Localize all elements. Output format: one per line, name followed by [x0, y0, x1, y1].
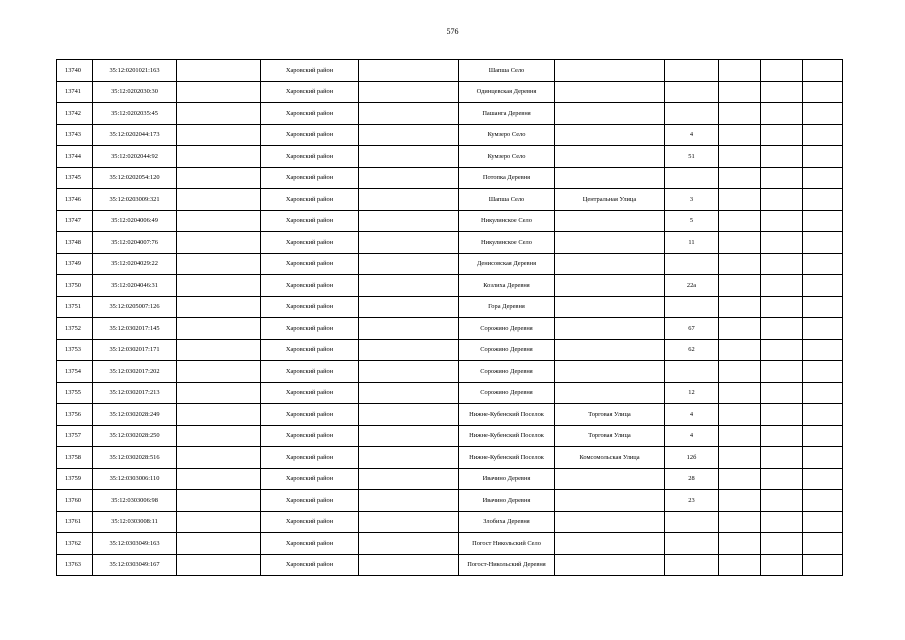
- cell-house-number: [665, 296, 719, 318]
- cell-empty-3: [177, 511, 261, 533]
- cell-empty-5: [359, 296, 459, 318]
- cell-empty-11: [803, 554, 843, 576]
- cell-empty-11: [803, 253, 843, 275]
- cell-empty-3: [177, 167, 261, 189]
- cell-row-id: 13744: [57, 146, 93, 168]
- cell-locality: Одинцевская Деревня: [459, 81, 555, 103]
- cell-row-id: 13759: [57, 468, 93, 490]
- table-row: [57, 468, 843, 490]
- cell-empty-3: [177, 210, 261, 232]
- table-row: [57, 232, 843, 254]
- cell-street: [555, 468, 665, 490]
- page-number: 576: [446, 27, 459, 36]
- cell-district: Харовский район: [261, 146, 359, 168]
- cell-cadastral-number: 35:12:0302017:213: [93, 382, 177, 404]
- cell-cadastral-number: 35:12:0302017:145: [93, 318, 177, 340]
- cell-empty-5: [359, 124, 459, 146]
- cell-house-number: 12: [665, 382, 719, 404]
- cell-house-number: 12б: [665, 447, 719, 469]
- cell-empty-10: [761, 425, 803, 447]
- cell-empty-3: [177, 468, 261, 490]
- table-row: [57, 167, 843, 189]
- cell-row-id: 13745: [57, 167, 93, 189]
- cell-empty-5: [359, 361, 459, 383]
- cell-empty-5: [359, 339, 459, 361]
- table-row: [57, 425, 843, 447]
- cell-street: [555, 81, 665, 103]
- cell-house-number: 11: [665, 232, 719, 254]
- cell-empty-9: [719, 404, 761, 426]
- cell-district: Харовский район: [261, 447, 359, 469]
- cell-empty-10: [761, 189, 803, 211]
- cell-street: [555, 533, 665, 555]
- cell-house-number: 23: [665, 490, 719, 512]
- cell-district: Харовский район: [261, 425, 359, 447]
- cell-empty-5: [359, 382, 459, 404]
- table-body: [57, 60, 843, 576]
- cell-cadastral-number: 35:12:0202030:30: [93, 81, 177, 103]
- cell-empty-5: [359, 60, 459, 82]
- cell-locality: Гора Деревня: [459, 296, 555, 318]
- cell-empty-5: [359, 81, 459, 103]
- cell-empty-9: [719, 554, 761, 576]
- cell-empty-10: [761, 511, 803, 533]
- cell-empty-3: [177, 554, 261, 576]
- cell-cadastral-number: 35:12:0303049:163: [93, 533, 177, 555]
- cell-street: [555, 382, 665, 404]
- cell-empty-10: [761, 167, 803, 189]
- cell-house-number: 4: [665, 124, 719, 146]
- cell-empty-5: [359, 468, 459, 490]
- cell-cadastral-number: 35:12:0302028:249: [93, 404, 177, 426]
- cell-cadastral-number: 35:12:0303049:167: [93, 554, 177, 576]
- cell-house-number: 67: [665, 318, 719, 340]
- table-row: [57, 404, 843, 426]
- cell-empty-5: [359, 275, 459, 297]
- cell-empty-9: [719, 60, 761, 82]
- cell-cadastral-number: 35:12:0205007:126: [93, 296, 177, 318]
- cell-district: Харовский район: [261, 296, 359, 318]
- cell-empty-3: [177, 275, 261, 297]
- cell-house-number: [665, 167, 719, 189]
- cell-empty-9: [719, 253, 761, 275]
- cell-house-number: 62: [665, 339, 719, 361]
- cell-empty-9: [719, 339, 761, 361]
- cell-street: Комсомольская Улица: [555, 447, 665, 469]
- cell-house-number: 22а: [665, 275, 719, 297]
- cell-empty-11: [803, 425, 843, 447]
- cell-empty-5: [359, 146, 459, 168]
- cell-empty-5: [359, 447, 459, 469]
- cell-row-id: 13755: [57, 382, 93, 404]
- cell-locality: Сорожино Деревня: [459, 361, 555, 383]
- cell-empty-10: [761, 60, 803, 82]
- cell-empty-10: [761, 253, 803, 275]
- cell-street: [555, 103, 665, 125]
- cell-empty-3: [177, 425, 261, 447]
- cell-cadastral-number: 35:12:0303008:11: [93, 511, 177, 533]
- cell-house-number: [665, 361, 719, 383]
- cell-empty-11: [803, 60, 843, 82]
- table-row: [57, 253, 843, 275]
- cell-house-number: [665, 60, 719, 82]
- cell-district: Харовский район: [261, 253, 359, 275]
- cell-locality: Кумзеро Село: [459, 146, 555, 168]
- cell-street: [555, 554, 665, 576]
- cell-cadastral-number: 35:12:0204029:22: [93, 253, 177, 275]
- cell-empty-11: [803, 124, 843, 146]
- cell-empty-10: [761, 124, 803, 146]
- cell-row-id: 13743: [57, 124, 93, 146]
- cell-cadastral-number: 35:12:0202035:45: [93, 103, 177, 125]
- cell-empty-3: [177, 382, 261, 404]
- cell-locality: Сорожино Деревня: [459, 382, 555, 404]
- cell-house-number: [665, 554, 719, 576]
- cell-district: Харовский район: [261, 339, 359, 361]
- cell-street: [555, 232, 665, 254]
- cell-row-id: 13758: [57, 447, 93, 469]
- cell-street: Торговая Улица: [555, 404, 665, 426]
- table-row: [57, 533, 843, 555]
- cell-empty-3: [177, 232, 261, 254]
- cell-empty-11: [803, 490, 843, 512]
- cell-empty-9: [719, 232, 761, 254]
- table-row: [57, 275, 843, 297]
- cell-locality: Ивачино Деревня: [459, 490, 555, 512]
- cell-district: Харовский район: [261, 511, 359, 533]
- cell-street: [555, 167, 665, 189]
- cell-empty-3: [177, 253, 261, 275]
- cell-empty-9: [719, 468, 761, 490]
- cell-house-number: 4: [665, 404, 719, 426]
- cell-cadastral-number: 35:12:0204046:31: [93, 275, 177, 297]
- cell-empty-11: [803, 275, 843, 297]
- cell-empty-5: [359, 404, 459, 426]
- table-row: [57, 339, 843, 361]
- cell-street: Торговая Улица: [555, 425, 665, 447]
- cell-locality: Ивачино Деревня: [459, 468, 555, 490]
- cell-cadastral-number: 35:12:0302028:516: [93, 447, 177, 469]
- cell-locality: Погост-Никольский Деревня: [459, 554, 555, 576]
- cell-empty-5: [359, 554, 459, 576]
- cell-locality: Козлиха Деревня: [459, 275, 555, 297]
- cell-house-number: 28: [665, 468, 719, 490]
- cell-house-number: 5: [665, 210, 719, 232]
- cell-empty-11: [803, 533, 843, 555]
- cell-empty-10: [761, 404, 803, 426]
- table-row: [57, 511, 843, 533]
- cell-house-number: [665, 511, 719, 533]
- cell-empty-11: [803, 404, 843, 426]
- cell-locality: Нижне-Кубенский Поселок: [459, 404, 555, 426]
- cell-district: Харовский район: [261, 468, 359, 490]
- cell-cadastral-number: 35:12:0201021:163: [93, 60, 177, 82]
- cell-empty-9: [719, 146, 761, 168]
- cell-district: Харовский район: [261, 382, 359, 404]
- cell-district: Харовский район: [261, 81, 359, 103]
- cell-locality: Нижне-Кубенский Поселок: [459, 425, 555, 447]
- cell-row-id: 13756: [57, 404, 93, 426]
- cell-empty-10: [761, 146, 803, 168]
- cell-empty-5: [359, 210, 459, 232]
- cell-empty-3: [177, 318, 261, 340]
- cell-locality: Шапша Село: [459, 189, 555, 211]
- table-row: [57, 361, 843, 383]
- cell-empty-10: [761, 490, 803, 512]
- cell-empty-5: [359, 189, 459, 211]
- cell-empty-3: [177, 447, 261, 469]
- cell-district: Харовский район: [261, 361, 359, 383]
- cell-cadastral-number: 35:12:0202044:92: [93, 146, 177, 168]
- cell-street: [555, 253, 665, 275]
- cell-district: Харовский район: [261, 103, 359, 125]
- cell-locality: Кумзеро Село: [459, 124, 555, 146]
- table-row: [57, 447, 843, 469]
- cell-empty-10: [761, 296, 803, 318]
- cell-cadastral-number: 35:12:0202044:173: [93, 124, 177, 146]
- cell-empty-9: [719, 103, 761, 125]
- cell-empty-10: [761, 554, 803, 576]
- cell-row-id: 13741: [57, 81, 93, 103]
- cell-empty-5: [359, 167, 459, 189]
- cell-row-id: 13754: [57, 361, 93, 383]
- cell-locality: Пашанга Деревня: [459, 103, 555, 125]
- cell-cadastral-number: 35:12:0303006:110: [93, 468, 177, 490]
- cell-cadastral-number: 35:12:0302017:171: [93, 339, 177, 361]
- cell-empty-5: [359, 425, 459, 447]
- cell-street: Центральная Улица: [555, 189, 665, 211]
- cell-empty-5: [359, 490, 459, 512]
- table-row: [57, 296, 843, 318]
- table-row: [57, 81, 843, 103]
- cell-street: [555, 296, 665, 318]
- cell-row-id: 13740: [57, 60, 93, 82]
- cell-row-id: 13762: [57, 533, 93, 555]
- table-row: [57, 382, 843, 404]
- cell-district: Харовский район: [261, 490, 359, 512]
- cell-empty-9: [719, 533, 761, 555]
- cell-empty-11: [803, 210, 843, 232]
- cell-locality: Шапша Село: [459, 60, 555, 82]
- cell-street: [555, 511, 665, 533]
- cell-empty-9: [719, 167, 761, 189]
- cell-empty-3: [177, 533, 261, 555]
- table-row: [57, 210, 843, 232]
- cell-street: [555, 60, 665, 82]
- cell-empty-9: [719, 382, 761, 404]
- cell-district: Харовский район: [261, 124, 359, 146]
- cell-cadastral-number: 35:12:0204007:76: [93, 232, 177, 254]
- cell-empty-10: [761, 468, 803, 490]
- cell-empty-5: [359, 511, 459, 533]
- cell-row-id: 13753: [57, 339, 93, 361]
- cell-locality: Денисовская Деревня: [459, 253, 555, 275]
- cell-locality: Сорожино Деревня: [459, 339, 555, 361]
- cell-empty-3: [177, 404, 261, 426]
- cell-empty-9: [719, 296, 761, 318]
- cell-row-id: 13763: [57, 554, 93, 576]
- cell-district: Харовский район: [261, 533, 359, 555]
- cell-cadastral-number: 35:12:0204006:49: [93, 210, 177, 232]
- cell-empty-3: [177, 103, 261, 125]
- cell-empty-9: [719, 318, 761, 340]
- table-row: [57, 60, 843, 82]
- cell-locality: Сорожино Деревня: [459, 318, 555, 340]
- cell-empty-11: [803, 189, 843, 211]
- cell-empty-11: [803, 81, 843, 103]
- cell-empty-11: [803, 296, 843, 318]
- table-row: [57, 103, 843, 125]
- cell-street: [555, 210, 665, 232]
- cell-row-id: 13750: [57, 275, 93, 297]
- cell-row-id: 13760: [57, 490, 93, 512]
- cell-house-number: [665, 253, 719, 275]
- cell-empty-10: [761, 382, 803, 404]
- table-row: [57, 490, 843, 512]
- cell-empty-11: [803, 382, 843, 404]
- table-row: [57, 189, 843, 211]
- cell-empty-9: [719, 81, 761, 103]
- cell-district: Харовский район: [261, 404, 359, 426]
- cell-locality: Никулинское Село: [459, 210, 555, 232]
- cell-locality: Злобиха Деревня: [459, 511, 555, 533]
- table-row: [57, 124, 843, 146]
- cell-empty-9: [719, 447, 761, 469]
- cell-cadastral-number: 35:12:0302017:202: [93, 361, 177, 383]
- cell-empty-10: [761, 275, 803, 297]
- registry-table: [56, 59, 843, 576]
- cell-row-id: 13742: [57, 103, 93, 125]
- cell-empty-11: [803, 468, 843, 490]
- cell-cadastral-number: 35:12:0303006:98: [93, 490, 177, 512]
- cell-cadastral-number: 35:12:0202054:120: [93, 167, 177, 189]
- cell-empty-9: [719, 490, 761, 512]
- cell-empty-11: [803, 339, 843, 361]
- cell-empty-11: [803, 232, 843, 254]
- cell-district: Харовский район: [261, 210, 359, 232]
- cell-row-id: 13747: [57, 210, 93, 232]
- cell-district: Харовский район: [261, 60, 359, 82]
- cell-empty-3: [177, 60, 261, 82]
- cell-row-id: 13761: [57, 511, 93, 533]
- cell-empty-5: [359, 318, 459, 340]
- table-row: [57, 146, 843, 168]
- cell-empty-3: [177, 490, 261, 512]
- cell-empty-9: [719, 361, 761, 383]
- cell-empty-11: [803, 146, 843, 168]
- cell-street: [555, 124, 665, 146]
- cell-street: [555, 490, 665, 512]
- cell-locality: Потопка Деревня: [459, 167, 555, 189]
- cell-row-id: 13746: [57, 189, 93, 211]
- cell-house-number: 51: [665, 146, 719, 168]
- cell-street: [555, 361, 665, 383]
- cell-empty-9: [719, 511, 761, 533]
- cell-house-number: 3: [665, 189, 719, 211]
- cell-empty-5: [359, 533, 459, 555]
- cell-empty-3: [177, 146, 261, 168]
- cell-empty-9: [719, 275, 761, 297]
- cell-district: Харовский район: [261, 232, 359, 254]
- cell-empty-10: [761, 232, 803, 254]
- cell-empty-9: [719, 189, 761, 211]
- cell-empty-3: [177, 361, 261, 383]
- table-row: [57, 554, 843, 576]
- cell-empty-3: [177, 124, 261, 146]
- cell-locality: Нижне-Кубенский Поселок: [459, 447, 555, 469]
- cell-empty-10: [761, 210, 803, 232]
- cell-empty-10: [761, 103, 803, 125]
- cell-empty-11: [803, 511, 843, 533]
- cell-street: [555, 275, 665, 297]
- cell-empty-9: [719, 425, 761, 447]
- cell-house-number: [665, 533, 719, 555]
- cell-empty-3: [177, 296, 261, 318]
- cell-district: Харовский район: [261, 167, 359, 189]
- cell-row-id: 13757: [57, 425, 93, 447]
- cell-street: [555, 146, 665, 168]
- cell-empty-3: [177, 189, 261, 211]
- cell-empty-10: [761, 339, 803, 361]
- cell-district: Харовский район: [261, 554, 359, 576]
- cell-locality: Погост Никольский Село: [459, 533, 555, 555]
- cell-empty-10: [761, 361, 803, 383]
- cell-row-id: 13752: [57, 318, 93, 340]
- cell-empty-9: [719, 210, 761, 232]
- cell-cadastral-number: 35:12:0302028:250: [93, 425, 177, 447]
- cell-house-number: [665, 81, 719, 103]
- cell-house-number: [665, 103, 719, 125]
- cell-row-id: 13751: [57, 296, 93, 318]
- cell-row-id: 13749: [57, 253, 93, 275]
- cell-street: [555, 339, 665, 361]
- cell-empty-5: [359, 103, 459, 125]
- cell-district: Харовский район: [261, 189, 359, 211]
- cell-empty-10: [761, 81, 803, 103]
- cell-row-id: 13748: [57, 232, 93, 254]
- cell-district: Харовский район: [261, 318, 359, 340]
- cell-house-number: 4: [665, 425, 719, 447]
- cell-cadastral-number: 35:12:0203009:321: [93, 189, 177, 211]
- cell-empty-11: [803, 318, 843, 340]
- cell-empty-9: [719, 124, 761, 146]
- cell-locality: Никулинское Село: [459, 232, 555, 254]
- cell-empty-10: [761, 318, 803, 340]
- cell-empty-11: [803, 103, 843, 125]
- cell-empty-3: [177, 339, 261, 361]
- cell-empty-5: [359, 253, 459, 275]
- cell-district: Харовский район: [261, 275, 359, 297]
- cell-empty-11: [803, 167, 843, 189]
- cell-empty-10: [761, 533, 803, 555]
- cell-empty-10: [761, 447, 803, 469]
- table-row: [57, 318, 843, 340]
- cell-empty-11: [803, 361, 843, 383]
- cell-empty-3: [177, 81, 261, 103]
- cell-empty-5: [359, 232, 459, 254]
- cell-empty-11: [803, 447, 843, 469]
- cell-street: [555, 318, 665, 340]
